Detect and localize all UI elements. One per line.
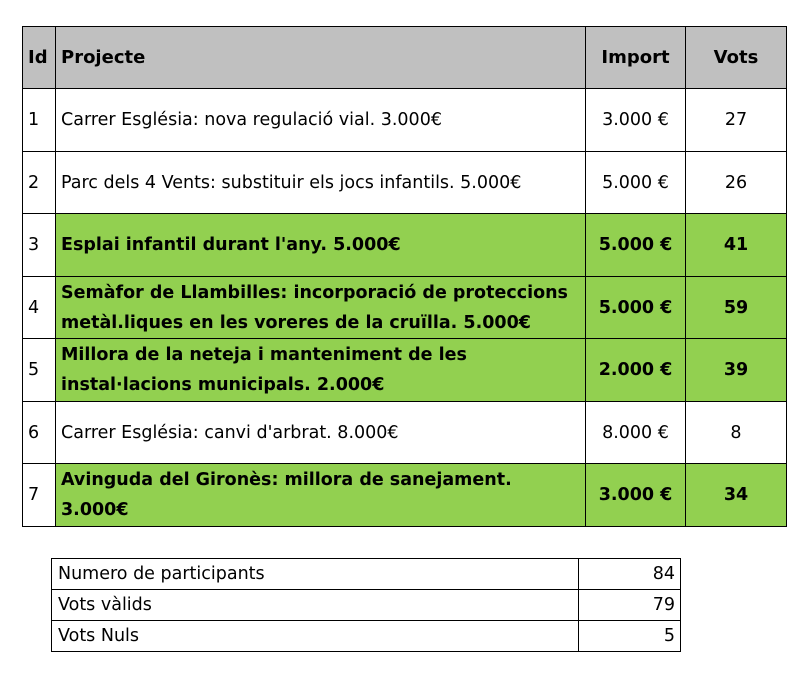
stats-row-valid-votes [52, 590, 681, 621]
stat-label: Vots vàlids [52, 590, 579, 621]
cell-project: Millora de la neteja i manteniment de les instal·lacions municipals. 2.000€ [56, 339, 586, 402]
header-project: Projecte [56, 27, 586, 89]
cell-project: Parc dels 4 Vents: substituir els jocs infantils. 5.000€ [56, 152, 586, 214]
stat-value: 79 [579, 590, 681, 621]
header-id: Id [23, 27, 56, 89]
cell-project: Carrer Església: canvi d'arbrat. 8.000€ [56, 402, 586, 464]
cell-id: 3 [23, 214, 56, 277]
stat-label: Numero de participants [52, 559, 579, 590]
cell-votes: 27 [686, 89, 787, 152]
cell-amount: 5.000 € [586, 214, 686, 277]
cell-id: 4 [23, 277, 56, 339]
cell-amount: 5.000 € [586, 277, 686, 339]
table-row [23, 214, 787, 277]
stat-value: 84 [579, 559, 681, 590]
cell-amount: 5.000 € [586, 152, 686, 214]
stat-label: Vots Nuls [52, 621, 579, 652]
table-row [23, 402, 787, 464]
cell-votes: 41 [686, 214, 787, 277]
stat-value: 5 [579, 621, 681, 652]
stats-table [51, 558, 681, 652]
header-votes: Vots [686, 27, 787, 89]
cell-votes: 34 [686, 464, 787, 527]
cell-votes: 59 [686, 277, 787, 339]
header-amount: Import [586, 27, 686, 89]
cell-project: Semàfor de Llambilles: incorporació de proteccions metàl.liques en les voreres de la cruïlla. 5.000€ [56, 277, 586, 339]
cell-project: Carrer Església: nova regulació vial. 3.000€ [56, 89, 586, 152]
cell-votes: 26 [686, 152, 787, 214]
table-row [23, 339, 787, 402]
cell-project: Avinguda del Gironès: millora de sanejament. 3.000€ [56, 464, 586, 527]
cell-amount: 3.000 € [586, 464, 686, 527]
cell-id: 6 [23, 402, 56, 464]
cell-id: 2 [23, 152, 56, 214]
cell-project: Esplai infantil durant l'any. 5.000€ [56, 214, 586, 277]
cell-id: 7 [23, 464, 56, 527]
cell-votes: 39 [686, 339, 787, 402]
stats-row-participants [52, 559, 681, 590]
cell-amount: 3.000 € [586, 89, 686, 152]
cell-id: 5 [23, 339, 56, 402]
table-row [23, 464, 787, 527]
stats-row-null-votes [52, 621, 681, 652]
cell-amount: 8.000 € [586, 402, 686, 464]
table-row [23, 152, 787, 214]
results-table [22, 26, 787, 527]
header-row [23, 27, 787, 89]
cell-id: 1 [23, 89, 56, 152]
table-row [23, 277, 787, 339]
cell-votes: 8 [686, 402, 787, 464]
cell-amount: 2.000 € [586, 339, 686, 402]
table-row [23, 89, 787, 152]
